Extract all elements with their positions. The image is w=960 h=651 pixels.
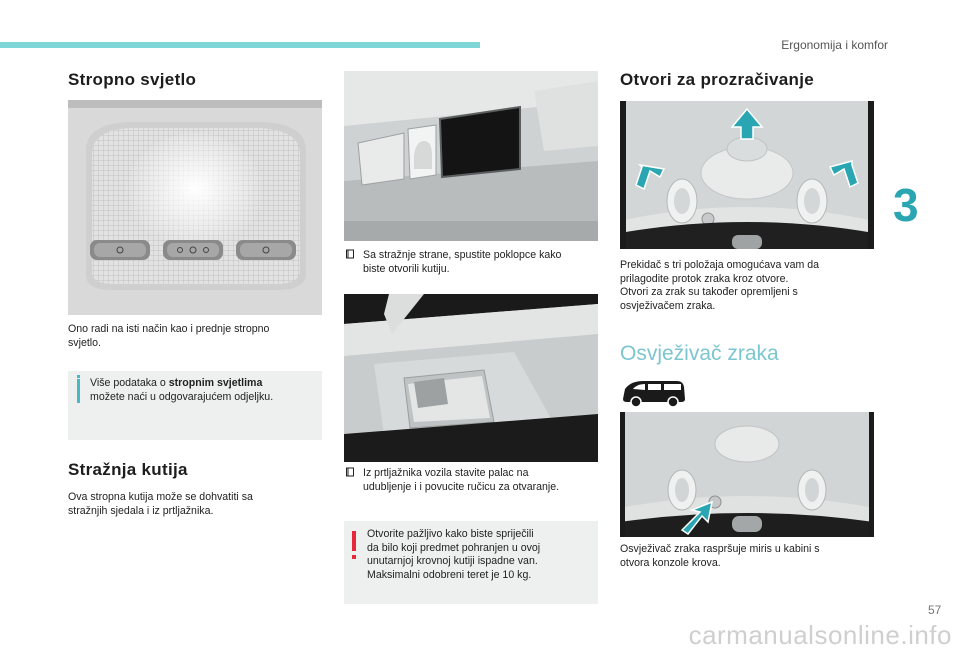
step-2: Iz prtljažnika vozila stavite palac na udubljenje i i povucite ručicu za otvaranje. — [344, 467, 600, 494]
info-icon-stem — [77, 379, 80, 403]
info-icon — [77, 375, 80, 378]
page-number: 57 — [928, 603, 942, 617]
warning-icon — [352, 531, 356, 551]
figure-trunk-handle — [344, 294, 598, 462]
bullet-icon — [346, 467, 354, 482]
title-air-freshener: Osvježivač zraka — [620, 342, 779, 365]
info-note: Više podataka o stropnim svjetlima možete naći u odgovarajućem odjeljku. — [68, 371, 322, 440]
header-accent-bar — [0, 42, 480, 48]
bullet-icon — [346, 249, 354, 264]
figure-air-freshener — [620, 412, 874, 537]
section-header: Ergonomija i komfor — [781, 38, 888, 52]
title-ceiling-light: Stropno svjetlo — [68, 70, 197, 89]
van-icon — [621, 377, 687, 414]
chapter-number: 3 — [893, 179, 919, 231]
figure-air-vents — [620, 101, 874, 249]
warning-icon-dot — [352, 555, 356, 559]
warning-note: Otvorite pažljivo kako biste spriječili da bilo koji predmet pohranjen u ovoj unutarnjoj krovnoj kutiji ispadne van. Maksimalni odobreni teret je 10 kg. — [344, 521, 598, 604]
paragraph-ceiling-light: Ono radi na isti način kao i prednje stropno svjetlo. — [68, 323, 270, 349]
paragraph-rear-box: Ova stropna kutija može se dohvatiti sa stražnjih sjedala i iz prtljažnika. — [68, 491, 253, 517]
figure-ceiling-light — [68, 100, 322, 315]
paragraph-air-freshener: Osvježivač zraka raspršuje miris u kabini s otvora konzole krova. — [620, 543, 820, 569]
step-1: Sa stražnje strane, spustite poklopce kako biste otvorili kutiju. — [344, 249, 600, 276]
title-air-vents: Otvori za prozračivanje — [620, 70, 814, 89]
watermark: carmanualsonline.info — [688, 620, 952, 650]
figure-rear-box-lids — [344, 71, 598, 241]
title-rear-box: Stražnja kutija — [68, 460, 188, 479]
note-emphasis: stropnim svjetlima — [168, 377, 263, 389]
paragraph-air-vents: Prekidač s tri položaja omogućava vam da prilagodite protok zraka kroz otvore. Otvori za zrak su također opremljeni s osvježivačem zraka. — [620, 259, 820, 312]
